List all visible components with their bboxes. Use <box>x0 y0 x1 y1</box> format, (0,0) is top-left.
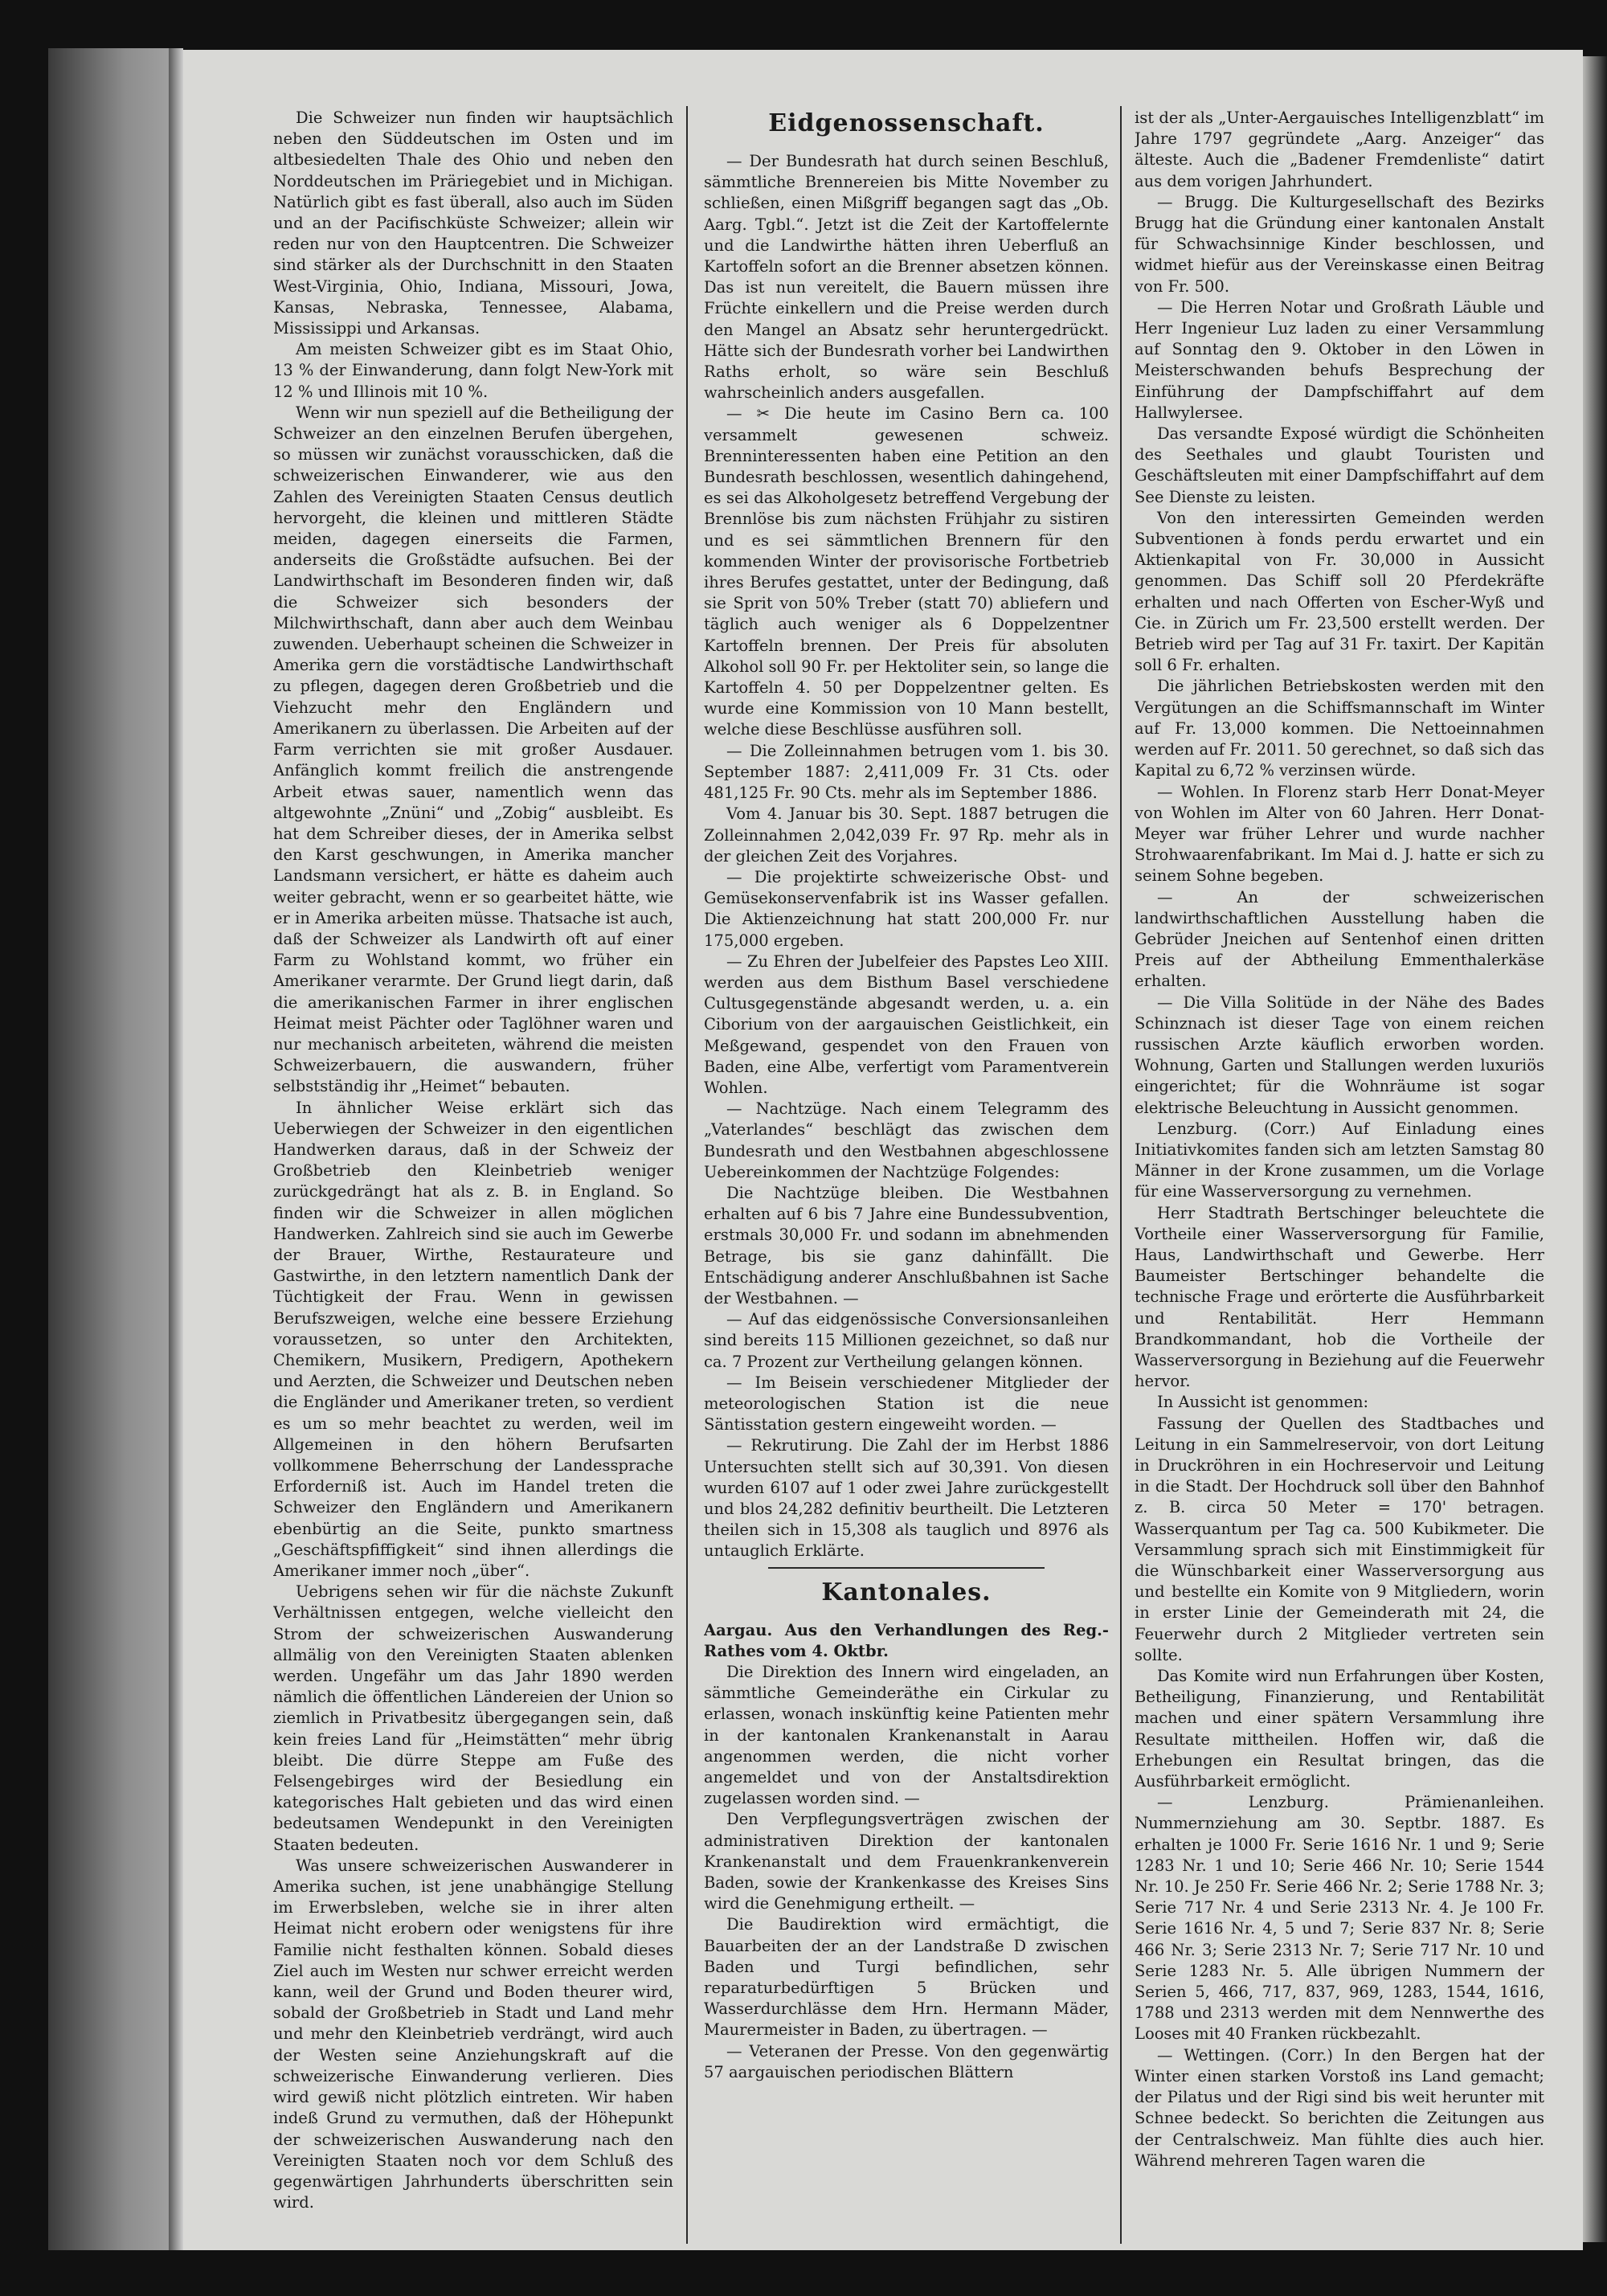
page-edge-shadow <box>1583 56 1607 2242</box>
news-item: — Im Beisein verschiedener Mitglieder der meteorologischen Station ist die neue Säntisstation gestern eingeweiht worden. — <box>704 1373 1109 1434</box>
news-item: Das versandte Exposé würdigt die Schönheiten des Seethales und glaubt Touristen und Geschäftsleuten mit einer Dampfschiffahrt auf dem See Dienste zu leisten. <box>1135 424 1544 506</box>
news-item: — Die projektirte schweizerische Obst- und Gemüsekonservenfabrik ist ins Wasser gefallen. Die Aktienzeichnung hat statt 200,000 Fr. nur 175,000 ergeben. <box>704 867 1109 950</box>
news-item: — Die Zolleinnahmen betrugen vom 1. bis 30. September 1887: 2,411,009 Fr. 31 Cts. oder 481,125 Fr. 90 Cts. mehr als im September 1886. <box>704 741 1109 803</box>
news-item: Die Nachtzüge bleiben. Die Westbahnen erhalten auf 6 bis 7 Jahre eine Bundessubvention, erstmals 30,000 Fr. und sodann im abnehmenden Betrage, bis sie ganz dahinfällt. Die Entschädigung anderer Anschlußbahnen ist Sache der Westbahnen. — <box>704 1183 1109 1308</box>
section-divider <box>768 1567 1045 1569</box>
news-item: — An der schweizerischen landwirthschaftlichen Ausstellung haben die Gebrüder Jneichen auf Sentenhof einen dritten Preis auf der Abtheilung Emmenthalerkäse erhalten. <box>1135 887 1544 991</box>
news-item: Von den interessirten Gemeinden werden Subventionen à fonds perdu erwartet und ein Aktienkapital von Fr. 30,000 in Aussicht genommen. Das Schiff soll 20 Pferdekräfte erhalten und nach Offerten von Escher-Wyß und Cie. in Zürich um Fr. 23,500 erstellt werden. Der Betrieb wird per Tag auf 31 Fr. taxirt. Der Kapitän soll 6 Fr. erhalten. <box>1135 508 1544 675</box>
news-item: — Wohlen. In Florenz starb Herr Donat-Meyer von Wohlen im Alter von 60 Jahren. Herr Donat-Meyer war früher Lehrer und wurde nachher Strohwaarenfabrikant. Im Mai d. J. hatte er sich zu seinem Sohne begeben. <box>1135 782 1544 886</box>
news-item: — Brugg. Die Kulturgesellschaft des Bezirks Brugg hat die Gründung einer kantonalen Anstalt für Schwachsinnige Kinder beschlossen, und widmet hiefür aus der Vereinskasse einen Beitrag von Fr. 500. <box>1135 192 1544 296</box>
article-paragraph: Die Schweizer nun finden wir hauptsächlich neben den Süddeutschen im Osten und im altbesiedelten Thale des Ohio und neben den Norddeutschen im Präriegebiet und in Michigan. Natürlich gibt es fast überall, also auch im Süden und an der Pacifischküste Schweizer; allein wir reden nur von den Hauptcentren. Die Schweizer sind stärker als der Durchschnitt in den Staaten West-Virginia, Ohio, Indiana, Missouri, Jowa, Kansas, Nebraska, Tennessee, Alabama, Mississippi und Arkansas. <box>273 108 673 338</box>
article-paragraph: Wenn wir nun speziell auf die Betheiligung der Schweizer an den einzelnen Berufen übergehen, so müssen wir zunächst vorausschicken, daß die schweizerischen Einwanderer, wie aus den Zahlen des Vereinigten Staaten Census deutlich hervorgeht, die kleinen und mittleren Städte meiden, dagegen einerseits die Farmen, anderseits die Großstädte aufsuchen. Bei der Landwirthschaft im Besonderen finden wir, daß die Schweizer sich besonders der Milchwirthschaft, dann aber auch dem Weinbau zuwenden. Ueberhaupt scheinen die Schweizer in Amerika gern die vorstädtische Landwirthschaft zu pflegen, dagegen deren Großbetrieb und die Viehzucht mehr den Engländern und Amerikanern zu überlassen. Die Arbeiten auf der Farm verrichten sie mit großer Ausdauer. Anfänglich kommt freilich die anstrengende Arbeit etwas sauer, namentlich wenn das altgewohnte „Znüni“ und „Zobig“ ausbleibt. Es hat dem Schreiber dieses, der in Amerika selbst den Karst geschwungen, in Amerika mancher Landsmann versichert, er hätte es daheim auch weiter gebracht, wenn er so gearbeitet hätte, wie er in Amerika arbeiten müsse. Thatsache ist auch, daß der Schweizer als Landwirth oft auf einer Farm zu Wohlstand kommt, wo früher ein Amerikaner verarmte. Der Grund liegt darin, daß die amerikanischen Farmer in ihrer englischen Heimat meist Pächter oder Taglöhner waren und nur mechanisch arbeiteten, während die meisten Schweizerbauern, die auswandern, früher selbstständig ihr „Heimet“ bebauten. <box>273 403 673 1096</box>
news-item: Aargau. Aus den Verhandlungen des Reg.-Rathes vom 4. Oktbr. <box>704 1620 1109 1660</box>
section-heading-eidgenossenschaft: Eidgenossenschaft. <box>768 109 1045 137</box>
news-item: — Die Villa Solitüde in der Nähe des Bades Schinznach ist dieser Tage von einem reichen russischen Arzte käuflich erworben worden. Wohnung, Garten und Stallungen werden luxuriös eingerichtet; für die Wohnräume ist sogar elektrische Beleuchtung in Aussicht genommen. <box>1135 992 1544 1117</box>
news-item: Die Baudirektion wird ermächtigt, die Bauarbeiten der an der Landstraße D zwischen Baden und Turgi befindlichen, sehr reparaturbedürftigen 5 Brücken und Wasserdurchlässe dem Hrn. Hermann Mäder, Maurermeister in Baden, zu übertragen. — <box>704 1915 1109 2040</box>
news-item: Den Verpflegungsverträgen zwischen der administrativen Direktion der kantonalen Krankenanstalt und dem Frauenkrankenverein Baden, sowie der Krankenkasse des Kreises Sins wird die Genehmigung ertheilt. — <box>704 1810 1109 1913</box>
column-1 <box>273 108 673 2229</box>
news-item: — Die Herren Notar und Großrath Läuble und Herr Ingenieur Luz laden zu einer Versammlung auf Sonntag den 9. Oktober in den Löwen in Meisterschwanden behufs Besprechung der Einführung der Dampfschiffahrt auf dem Hallwylersee. <box>1135 297 1544 422</box>
column-rule-2 <box>1120 106 1122 2244</box>
article-paragraph: Uebrigens sehen wir für die nächste Zukunft Verhältnissen entgegen, welche vielleicht den Strom der schweizerischen Auswanderung allmälig von den Vereinigten Staaten ablenken werden. Ungefähr um das Jahr 1890 werden nämlich die öffentlichen Ländereien der Union so ziemlich in Privatbesitz übergegangen sein, daß kein freies Land für „Heimstätten“ mehr übrig bleibt. Die dürre Steppe am Fuße des Felsengebirges wird der Besiedlung ein kategorisches Halt gebieten und das wird einen bedeutsamen Wendepunkt in den Vereinigten Staaten bedeuten. <box>273 1582 673 1854</box>
section-heading-kantonales: Kantonales. <box>821 1578 992 1606</box>
news-item: — Auf das eidgenössische Conversionsanleihen sind bereits 115 Millionen gezeichnet, so daß nur ca. 7 Prozent zur Vertheilung gelangen können. <box>704 1310 1109 1371</box>
news-item: Das Komite wird nun Erfahrungen über Kosten, Betheiligung, Finanzierung, und Rentabilität machen und einer spätern Versammlung ihre Resultate mittheilen. Hoffen wir, daß die Erhebungen ein Resultat bringen, das die Ausführbarkeit ermöglicht. <box>1135 1667 1544 1791</box>
news-item: — Lenzburg. Prämienanleihen. Nummernziehung am 30. Septbr. 1887. Es erhalten je 1000 Fr. Serie 1616 Nr. 1 und 9; Serie 1283 Nr. 1 und 10; Serie 466 Nr. 10; Serie 1544 Nr. 10. Je 250 Fr. Serie 466 Nr. 2; Serie 1788 Nr. 3; Serie 717 Nr. 4 und Serie 2313 Nr. 4. Je 100 Fr. Serie 1616 Nr. 4, 5 und 7; Serie 837 Nr. 8; Serie 466 Nr. 3; Serie 2313 Nr. 7; Serie 717 Nr. 10 und Serie 1283 Nr. 5. Alle übrigen Nummern der Serien 5, 466, 717, 837, 969, 1283, 1544, 1616, 1788 und 2313 werden mit dem Nennwerthe des Looses mit 40 Franken rückbezahlt. <box>1135 1793 1544 2044</box>
article-paragraph: Was unsere schweizerischen Auswanderer in Amerika suchen, ist jene unabhängige Stellung im Erwerbsleben, welche sie in ihrer alten Heimat nicht erobern oder wenigstens für ihre Familie nicht festhalten können. Sobald dieses Ziel auch im Westen nur schwer erreicht werden kann, weil der Grund und Boden theurer wird, sobald der Großbetrieb in Stadt und Land mehr und mehr den Kleinbetrieb verdrängt, wird auch der Westen seine Anziehungskraft auf die schweizerische Einwanderung verlieren. Dies wird gewiß nicht plötzlich eintreten. Wir haben indeß Grund zu vermuthen, daß der Höhepunkt der schweizerischen Auswanderung nach den Vereinigten Staaten noch vor dem Schluß des gegenwärtigen Jahrhunderts überschritten sein wird. <box>273 1856 673 2212</box>
news-item: Die jährlichen Betriebskosten werden mit den Vergütungen an die Schiffsmannschaft im Winter auf Fr. 13,000 kommen. Die Nettoeinnahmen werden auf Fr. 2011. 50 gerechnet, so daß sich das Kapital zu 6,72 % verzinsen würde. <box>1135 677 1544 780</box>
news-item: Fassung der Quellen des Stadtbaches und Leitung in ein Sammelreservoir, von dort Leitung in Druckröhren in ein Hochreservoir und Leitung in die Stadt. Der Hochdruck soll über den Bahnhof z. B. circa 50 Meter = 170' betragen. Wasserquantum per Tag ca. 500 Kubikmeter. Die Versammlung sprach sich mit Einstimmigkeit für die Wünschbarkeit einer Wasserversorgung aus und bestellte ein Komite von 9 Mitgliedern, worin in erster Linie der Gemeinderath mit 24, die Feuerwehr durch 2 Mitglieder vertreten sein sollte. <box>1135 1414 1544 1664</box>
news-item: — Wettingen. (Corr.) In den Bergen hat der Winter einen starken Vorstoß ins Land gemacht; der Pilatus und der Rigi sind bis weit herunter mit Schnee bedeckt. So berichten die Zeitungen aus der Centralschweiz. Man fühlte dies auch hier. Während mehreren Tagen waren die <box>1135 2045 1544 2170</box>
news-item: In Aussicht ist genommen: <box>1157 1393 1369 1412</box>
news-item: — Veteranen der Presse. Von den gegenwärtig 57 aargauischen periodischen Blättern <box>704 2041 1109 2081</box>
news-item: Vom 4. Januar bis 30. Sept. 1887 betrugen die Zolleinnahmen 2,042,039 Fr. 97 Rp. mehr als in der gleichen Zeit des Vorjahres. <box>704 804 1109 866</box>
news-item: — Zu Ehren der Jubelfeier des Papstes Leo XIII. werden aus dem Bisthum Basel verschiedene Cultusgegenstände abgesandt werden, u. a. ein Ciborium von der aargauischen Geistlichkeit, ein Meßgewand, gespendet von den Frauen von Baden, eine Albe, verfertigt vom Paramentverein Wohlen. <box>704 952 1109 1097</box>
news-item: — Der Bundesrath hat durch seinen Beschluß, sämmtliche Brennereien bis Mitte November zu schließen, einen Mißgriff begangen sagt das „Ob. Aarg. Tgbl.“. Jetzt ist die Zeit der Kartoffelernte und die Landwirthe hätten ihren Ueberfluß an Kartoffeln sofort an die Brenner absetzen können. Das ist nun vereitelt, die Bauern müssen ihre Früchte einkellern und die Preise werden durch den Mangel an Absatz sehr heruntergedrückt. Hätte sich der Bundesrath vorher bei Landwirthen Raths erholt, so wäre sein Beschluß wahrscheinlich anders ausgefallen. <box>704 152 1109 403</box>
column-2 <box>704 108 1109 2229</box>
news-item: — Rekrutirung. Die Zahl der im Herbst 1886 Untersuchten stellt sich auf 30,391. Von diesen wurden 6107 auf 1 oder zwei Jahre zurückgestellt und blos 24,282 definitiv beurtheilt. Die Letzteren theilen sich in 15,308 als tauglich und 8976 als untauglich Erklärte. <box>704 1436 1109 1561</box>
column-rule-1 <box>686 106 688 2244</box>
spine-edge <box>169 48 183 2250</box>
newspaper-page <box>183 50 1583 2250</box>
news-item: ist der als „Unter-Aergauisches Intelligenzblatt“ im Jahre 1797 gegründete „Aarg. Anzeiger“ das älteste. Auch die „Badener Fremdenliste“ datirt aus dem vorigen Jahrhundert. <box>1135 108 1544 190</box>
book-spine <box>48 48 177 2250</box>
news-item: Herr Stadtrath Bertschinger beleuchtete die Vortheile einer Wasserversorgung für Familie, Haus, Landwirthschaft und Gewerbe. Herr Baumeister Bertschinger behandelte die technische Frage und erörterte die Ausführbarkeit und Rentabilität. Herr Hemmann Brandkommandant, hob die Vortheile der Wasserversorgung in Beziehung auf die Feuerwehr hervor. <box>1135 1203 1544 1391</box>
article-paragraph: Am meisten Schweizer gibt es im Staat Ohio, 13 % der Einwanderung, dann folgt New-York mit 12 % und Illinois mit 10 %. <box>273 340 673 401</box>
news-item: Lenzburg. (Corr.) Auf Einladung eines Initiativkomites fanden sich am letzten Samstag 80 Männer in der Krone zusammen, um die Vorlage für eine Wasserversorgung zu vernehmen. <box>1135 1119 1544 1201</box>
article-paragraph: In ähnlicher Weise erklärt sich das Ueberwiegen der Schweizer in den eigentlichen Handwerken daraus, daß in der Schweiz der Großbetrieb den Kleinbetrieb weniger zurückgedrängt hat als z. B. in England. So finden wir die Schweizer in allen möglichen Handwerken. Zahlreich sind sie auch im Gewerbe der Brauer, Wirthe, Restaurateure und Gastwirthe, in den letztern namentlich Dank der Tüchtigkeit der Frau. Wenn in gewissen Berufszweigen, welche eine bessere Erziehung voraussetzen, so unter den Architekten, Chemikern, Musikern, Predigern, Apothekern und Aerzten, die Schweizer und Deutschen neben die Engländer und Amerikaner treten, so verdient es um so mehr beachtet zu werden, weil im Allgemeinen in den höhern Berufsarten vollkommene Beherrschung der Landessprache Erforderniß ist. Auch im Handel treten die Schweizer den Engländern und Amerikanern ebenbürtig an die Seite, punkto smartness „Geschäftspfiffigkeit“ sind ihnen allerdings die Amerikaner immer noch „über“. <box>273 1098 673 1581</box>
column-3 <box>1135 108 1544 2229</box>
news-item: Die Direktion des Innern wird eingeladen, an sämmtliche Gemeinderäthe ein Cirkular zu erlassen, wonach inskünftig keine Patienten mehr in der kantonalen Krankenanstalt in Aarau angenommen werden, die nicht vorher angemeldet und von der Anstaltsdirektion zugelassen worden sind. — <box>704 1663 1109 1808</box>
news-item: — Nachtzüge. Nach einem Telegramm des „Vaterlandes“ beschlägt das zwischen dem Bundesrath und den Westbahnen abgeschlossene Uebereinkommen der Nachtzüge Folgendes: <box>704 1099 1109 1181</box>
news-item: — ✂ Die heute im Casino Bern ca. 100 versammelt gewesenen schweiz. Brenninteressenten haben eine Petition an den Bundesrath beschlossen, wesentlich dahingehend, es sei das Alkoholgesetz betreffend Vergebung der Brennlöse bis zum nächsten Frühjahr zu sistiren und es sei sämmtlichen Brennern für den kommenden Winter der provisorische Fortbetrieb ihres Berufes gestattet, unter der Bedingung, daß sie Sprit von 50% Treber (statt 70) abliefern und täglich auch weniger als 6 Doppelzentner Kartoffeln brennen. Der Preis für absoluten Alkohol soll 90 Fr. per Hektoliter sein, so lange die Kartoffeln 4. 50 per Doppelzentner gelten. Es wurde eine Kommission von 10 Mann bestellt, welche diese Beschlüsse ausführen soll. <box>704 404 1109 739</box>
